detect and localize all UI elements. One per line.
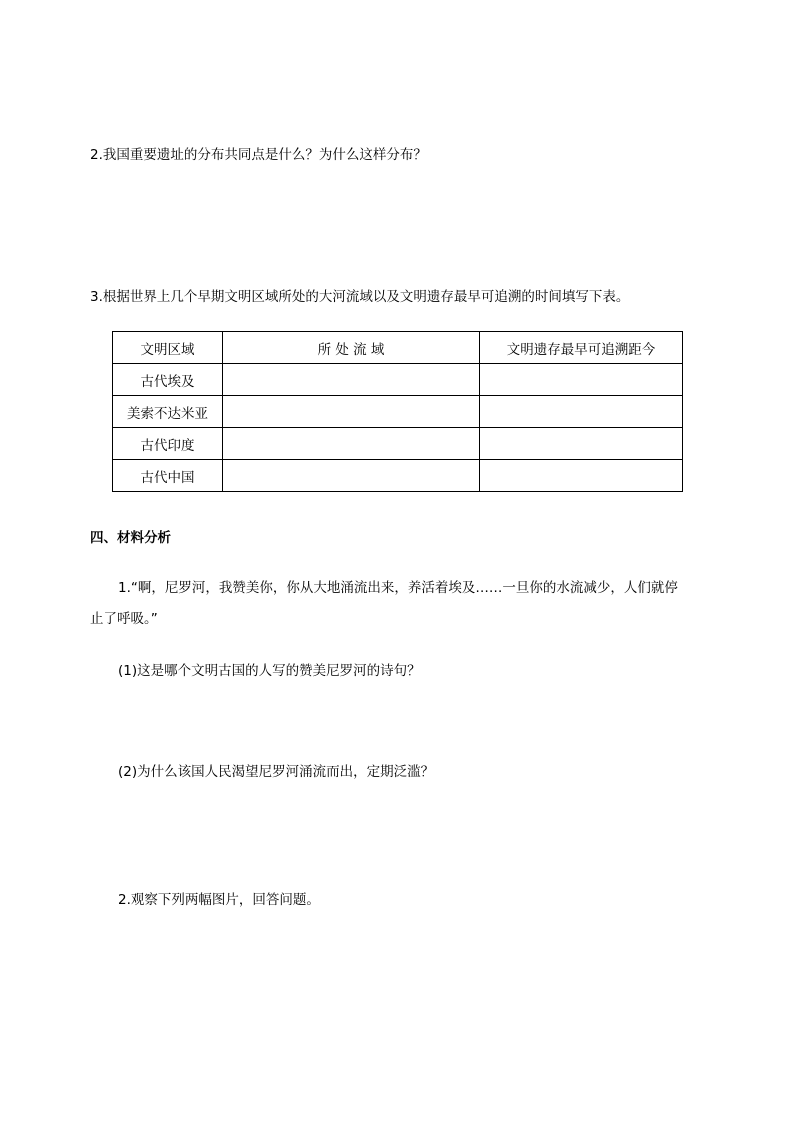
material-2: 2.观察下列两幅图片，回答问题。 bbox=[118, 892, 320, 908]
section-4-title: 四、材料分析 bbox=[90, 530, 171, 546]
table-row bbox=[113, 428, 683, 460]
header-earliest-date: 文明遗存最早可追溯距今 bbox=[480, 332, 683, 364]
table-row bbox=[113, 396, 683, 428]
cell-region: 美索不达米亚 bbox=[113, 396, 223, 428]
sub-question-2: (2)为什么该国人民渴望尼罗河涌流而出，定期泛滥？ bbox=[118, 764, 435, 780]
question-2: 2.我国重要遗址的分布共同点是什么？为什么这样分布？ bbox=[90, 147, 427, 163]
civilization-table bbox=[112, 331, 683, 492]
cell-region: 古代中国 bbox=[113, 460, 223, 492]
cell-earliest-date bbox=[480, 428, 683, 460]
cell-region: 古代印度 bbox=[113, 428, 223, 460]
cell-river-basin bbox=[223, 428, 480, 460]
cell-earliest-date bbox=[480, 364, 683, 396]
material-1-line-1: 1.“啊，尼罗河，我赞美你，你从大地涌流出来，养活着埃及……一旦你的水流减少，人们就停 bbox=[118, 580, 678, 596]
material-1-line-2: 止了呼吸。” bbox=[90, 611, 158, 627]
cell-river-basin bbox=[223, 396, 480, 428]
sub-question-1: (1)这是哪个文明古国的人写的赞美尼罗河的诗句？ bbox=[118, 663, 421, 679]
table-row bbox=[113, 364, 683, 396]
header-river-basin: 所 处 流 域 bbox=[223, 332, 480, 364]
question-3: 3.根据世界上几个早期文明区域所处的大河流域以及文明遗存最早可追溯的时间填写下表。 bbox=[90, 289, 630, 305]
cell-river-basin bbox=[223, 460, 480, 492]
cell-earliest-date bbox=[480, 460, 683, 492]
cell-region: 古代埃及 bbox=[113, 364, 223, 396]
table-header-row bbox=[113, 332, 683, 364]
header-region: 文明区域 bbox=[113, 332, 223, 364]
cell-river-basin bbox=[223, 364, 480, 396]
cell-earliest-date bbox=[480, 396, 683, 428]
table-row bbox=[113, 460, 683, 492]
